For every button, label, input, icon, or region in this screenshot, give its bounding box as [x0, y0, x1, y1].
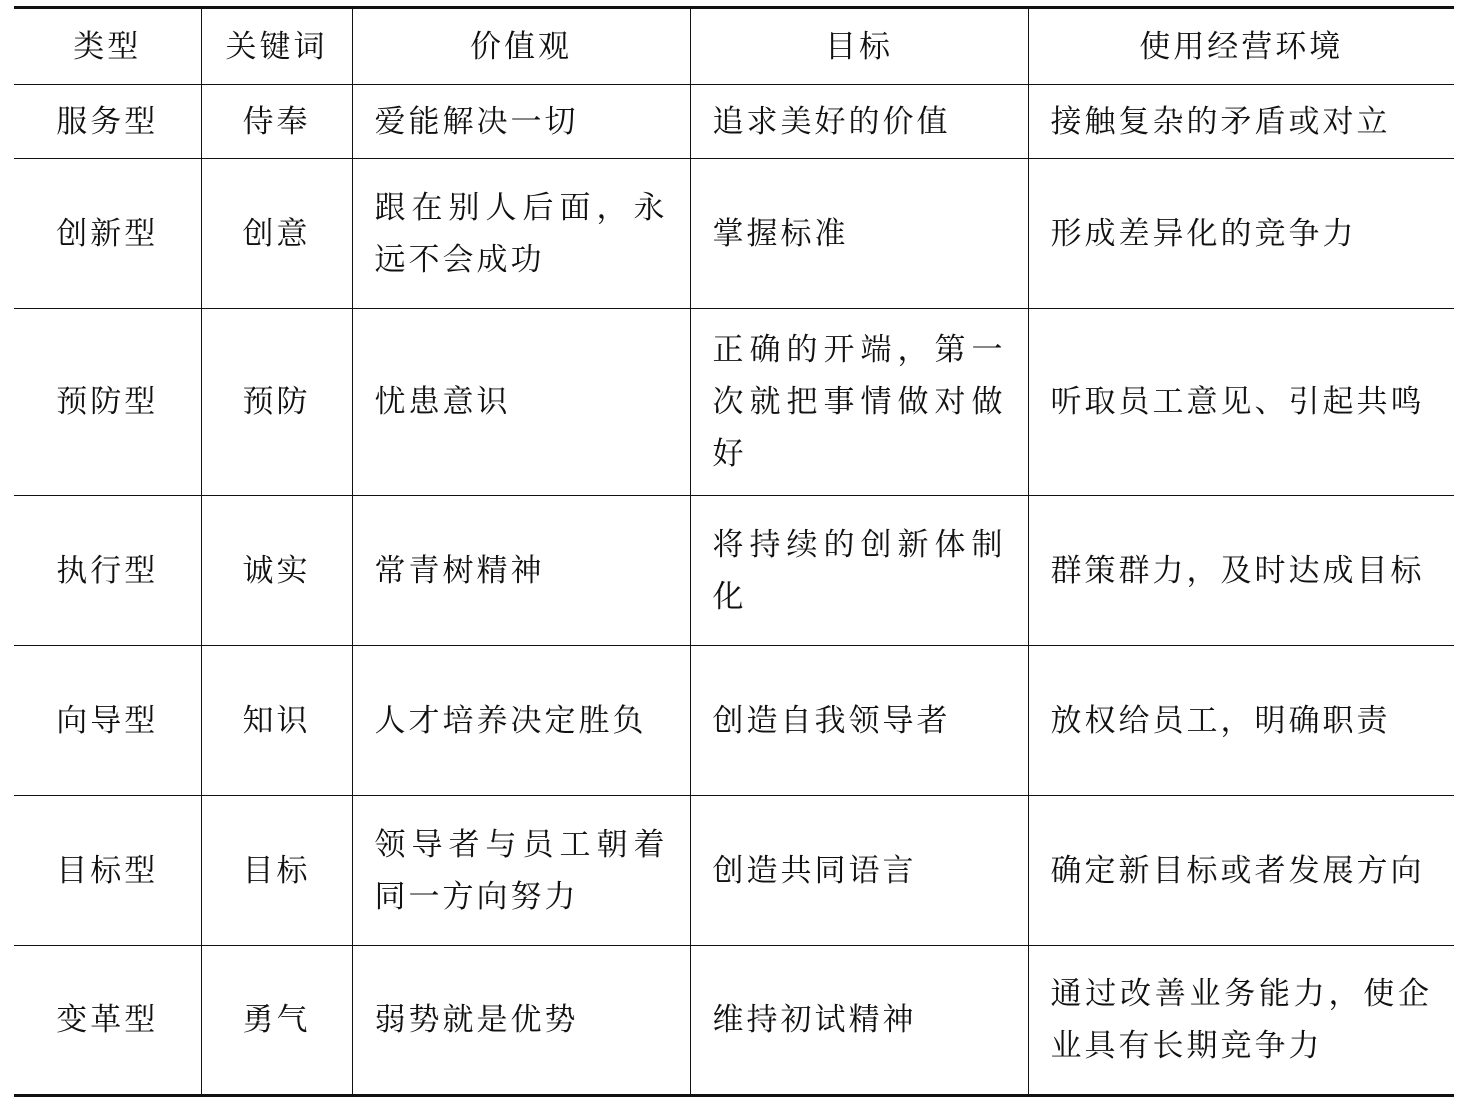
- cell-environment: 接触复杂的矛盾或对立: [1028, 85, 1454, 159]
- cell-goal: 创造自我领导者: [690, 646, 1028, 796]
- table-row: [14, 646, 1454, 796]
- cell-type: 执行型: [14, 496, 201, 646]
- cell-values: 弱势就是优势: [352, 946, 690, 1096]
- cell-values: 常青树精神: [352, 496, 690, 646]
- header-environment: 使用经营环境: [1028, 8, 1454, 85]
- cell-values: 领导者与员工朝着同一方向努力: [352, 796, 690, 946]
- cell-keyword: 诚实: [201, 496, 352, 646]
- cell-type: 目标型: [14, 796, 201, 946]
- cell-keyword: 侍奉: [201, 85, 352, 159]
- header-type: 类型: [14, 8, 201, 85]
- cell-environment: 确定新目标或者发展方向: [1028, 796, 1454, 946]
- cell-keyword: 创意: [201, 159, 352, 309]
- cell-environment: 放权给员工，明确职责: [1028, 646, 1454, 796]
- cell-keyword: 预防: [201, 309, 352, 496]
- cell-values: 爱能解决一切: [352, 85, 690, 159]
- cell-keyword: 目标: [201, 796, 352, 946]
- cell-type: 预防型: [14, 309, 201, 496]
- table-row: [14, 496, 1454, 646]
- cell-goal: 正确的开端，第一次就把事情做对做好: [690, 309, 1028, 496]
- table-row: [14, 85, 1454, 159]
- cell-type: 服务型: [14, 85, 201, 159]
- cell-environment: 通过改善业务能力，使企业具有长期竞争力: [1028, 946, 1454, 1096]
- cell-environment: 形成差异化的竞争力: [1028, 159, 1454, 309]
- table-row: [14, 946, 1454, 1096]
- cell-values: 跟在别人后面，永远不会成功: [352, 159, 690, 309]
- cell-goal: 追求美好的价值: [690, 85, 1028, 159]
- cell-values: 忧患意识: [352, 309, 690, 496]
- cell-keyword: 勇气: [201, 946, 352, 1096]
- table-row: [14, 159, 1454, 309]
- cell-type: 向导型: [14, 646, 201, 796]
- enterprise-culture-types-table: [14, 6, 1454, 1097]
- table-header-row: [14, 8, 1454, 85]
- table-row: [14, 796, 1454, 946]
- header-keyword: 关键词: [201, 8, 352, 85]
- cell-values: 人才培养决定胜负: [352, 646, 690, 796]
- header-goal: 目标: [690, 8, 1028, 85]
- cell-keyword: 知识: [201, 646, 352, 796]
- cell-environment: 听取员工意见、引起共鸣: [1028, 309, 1454, 496]
- cell-goal: 创造共同语言: [690, 796, 1028, 946]
- table-row: [14, 309, 1454, 496]
- cell-goal: 掌握标准: [690, 159, 1028, 309]
- header-values: 价值观: [352, 8, 690, 85]
- cell-type: 变革型: [14, 946, 201, 1096]
- cell-goal: 将持续的创新体制化: [690, 496, 1028, 646]
- cell-environment: 群策群力，及时达成目标: [1028, 496, 1454, 646]
- cell-type: 创新型: [14, 159, 201, 309]
- cell-goal: 维持初试精神: [690, 946, 1028, 1096]
